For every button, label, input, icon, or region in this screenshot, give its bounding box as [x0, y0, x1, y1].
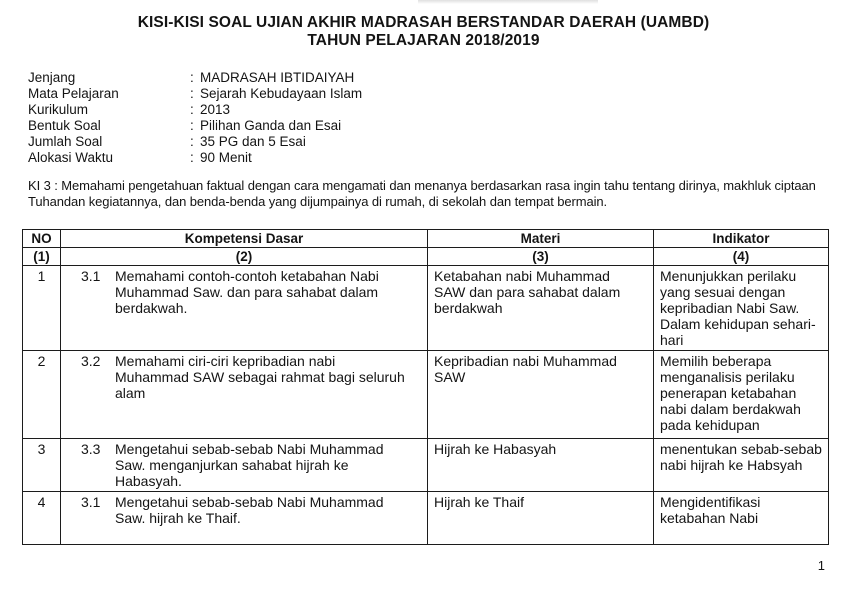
cell-kompetensi-dasar [61, 439, 428, 492]
header-indikator: Indikator [654, 230, 829, 248]
meta-separator: : [190, 134, 194, 149]
kisi-kisi-table [22, 229, 829, 545]
cell-kompetensi-dasar [61, 266, 428, 351]
meta-separator: : [190, 86, 194, 101]
cell-materi: Hijrah ke Thaif [428, 492, 654, 545]
meta-value: 35 PG dan 5 Esai [200, 134, 306, 149]
meta-label: Kurikulum [28, 102, 89, 117]
cell-no: 1 [23, 266, 61, 351]
meta-row-jenjang [28, 70, 847, 86]
meta-value: 2013 [200, 102, 231, 117]
header-number-1: (1) [23, 248, 61, 266]
scan-artifact [418, 0, 598, 4]
cell-materi: Hijrah ke Habasyah [428, 439, 654, 492]
kd-text: Memahami ciri-ciri kepribadian nabi Muhammad SAW sebagai rahmat bagi seluruh alam [115, 353, 405, 401]
meta-row-alokasi-waktu [28, 150, 847, 166]
cell-materi: Ketabahan nabi Muhammad SAW dan para sahabat dalam berdakwah [428, 266, 654, 351]
kd-text: Mengetahui sebab-sebab Nabi Muhammad Saw. menganjurkan sahabat hijrah ke Habasyah. [115, 441, 384, 489]
header-materi: Materi [428, 230, 654, 248]
metadata-block [28, 70, 847, 166]
kd-number: 3.3 [81, 441, 101, 457]
table-row [23, 492, 829, 545]
cell-kompetensi-dasar [61, 492, 428, 545]
cell-materi: Kepribadian nabi Muhammad SAW [428, 351, 654, 439]
header-number-4: (4) [654, 248, 829, 266]
cell-indikator: Menunjukkan perilaku yang sesuai dengan kepribadian Nabi Saw. Dalam kehidupan sehari-hari [654, 266, 829, 351]
meta-label: Bentuk Soal [28, 118, 101, 133]
kd-text: Memahami contoh-contoh ketabahan Nabi Muhammad Saw. dan para sahabat dalam berdakwah. [115, 268, 379, 316]
header-number-2: (2) [61, 248, 428, 266]
table-header-row [23, 230, 829, 248]
kd-number: 3.2 [81, 353, 101, 369]
cell-no: 2 [23, 351, 61, 439]
meta-separator: : [190, 150, 194, 165]
table-row [23, 439, 829, 492]
meta-row-bentuk-soal [28, 118, 847, 134]
meta-row-kurikulum [28, 102, 847, 118]
ki3-paragraph: KI 3 : Memahami pengetahuan faktual dengan cara mengamati dan menanya berdasarkan rasa ingin tahu tentang dirinya, makhluk ciptaan Tuhandan kegiatannya, dan benda-benda yang dijumpainya di rumah, di sekolah dan tempat bermain. [28, 178, 816, 209]
cell-no: 3 [23, 439, 61, 492]
meta-value: Sejarah Kebudayaan Islam [200, 86, 363, 101]
cell-kompetensi-dasar [61, 351, 428, 439]
title-line-2: TAHUN PELAJARAN 2018/2019 [307, 32, 540, 49]
cell-indikator: menentukan sebab-sebab nabi hijrah ke Habsyah [654, 439, 829, 492]
cell-indikator: Mengidentifikasi ketabahan Nabi [654, 492, 829, 545]
header-number-3: (3) [428, 248, 654, 266]
meta-value: MADRASAH IBTIDAIYAH [200, 70, 355, 85]
cell-indikator: Memilih beberapa menganalisis perilaku penerapan ketabahan nabi dalam berdakwah pada kehidupan [654, 351, 829, 439]
kd-number: 3.1 [81, 494, 101, 510]
meta-separator: : [190, 118, 194, 133]
meta-label: Jenjang [28, 70, 76, 85]
meta-separator: : [190, 70, 194, 85]
table-header-number-row [23, 248, 829, 266]
meta-value: 90 Menit [200, 150, 252, 165]
kd-number: 3.1 [81, 268, 101, 284]
cell-no: 4 [23, 492, 61, 545]
page-number: 1 [817, 558, 825, 573]
meta-separator: : [190, 102, 194, 117]
title-line-1: KISI-KISI SOAL UJIAN AKHIR MADRASAH BERSTANDAR DAERAH (UAMBD) [137, 14, 710, 31]
kd-text: Mengetahui sebab-sebab Nabi Muhammad Saw. hijrah ke Thaif. [115, 494, 384, 526]
meta-row-mata-pelajaran [28, 86, 847, 102]
document-title [0, 14, 847, 50]
header-no: NO [23, 230, 61, 248]
meta-label: Mata Pelajaran [28, 86, 119, 101]
meta-row-jumlah-soal [28, 134, 847, 150]
meta-value: Pilihan Ganda dan Esai [200, 118, 342, 133]
header-kompetensi-dasar: Kompetensi Dasar [61, 230, 428, 248]
meta-label: Jumlah Soal [28, 134, 103, 149]
table-row [23, 351, 829, 439]
meta-label: Alokasi Waktu [28, 150, 114, 165]
table-row [23, 266, 829, 351]
